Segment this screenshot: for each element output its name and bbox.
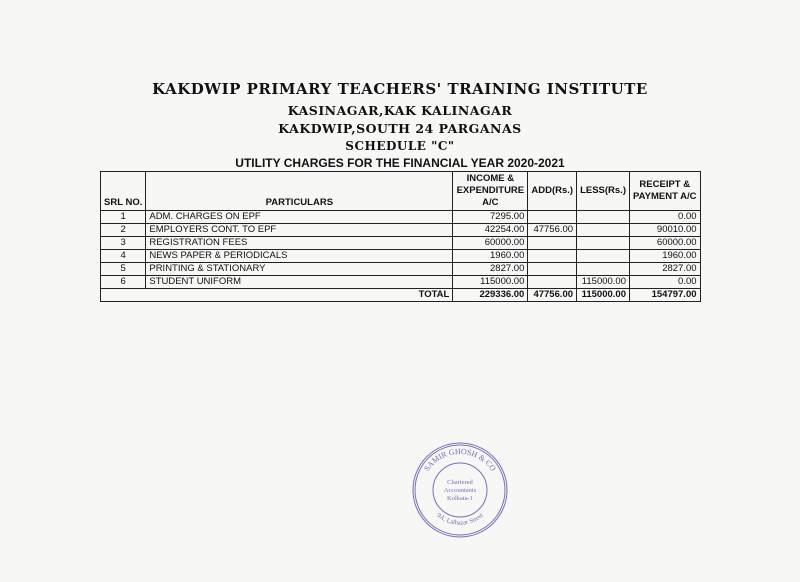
table-row bbox=[101, 263, 701, 276]
cell-receipt: 0.00 bbox=[630, 276, 701, 289]
cell-srl: 6 bbox=[101, 276, 146, 289]
seal-inner-line-2: Accountants bbox=[443, 487, 477, 494]
cell-add: 47756.00 bbox=[528, 224, 577, 237]
table-row bbox=[101, 224, 701, 237]
seal-bottom-text: 9A, Lalbazar Street bbox=[435, 511, 485, 527]
cell-add bbox=[528, 276, 577, 289]
cell-particulars: PRINTING & STATIONARY bbox=[146, 263, 453, 276]
cell-srl: 1 bbox=[101, 211, 146, 224]
cell-less bbox=[577, 237, 630, 250]
table-row bbox=[101, 276, 701, 289]
cell-receipt: 2827.00 bbox=[630, 263, 701, 276]
cell-receipt: 90010.00 bbox=[630, 224, 701, 237]
cell-add bbox=[528, 250, 577, 263]
cell-income: 7295.00 bbox=[453, 211, 528, 224]
cell-srl: 3 bbox=[101, 237, 146, 250]
col-header-particulars: PARTICULARS bbox=[146, 172, 453, 211]
cell-receipt: 1960.00 bbox=[630, 250, 701, 263]
cell-less bbox=[577, 224, 630, 237]
cell-add bbox=[528, 237, 577, 250]
col-header-less: LESS(Rs.) bbox=[577, 172, 630, 211]
document-title: UTILITY CHARGES FOR THE FINANCIAL YEAR 2020-2021 bbox=[235, 156, 565, 170]
cell-particulars: REGISTRATION FEES bbox=[146, 237, 453, 250]
col-header-add: ADD(Rs.) bbox=[528, 172, 577, 211]
cell-add bbox=[528, 263, 577, 276]
col-header-income-line2: EXPENDITURE bbox=[456, 185, 525, 196]
col-header-receipt-line1: RECEIPT & bbox=[639, 179, 691, 190]
col-header-income bbox=[453, 172, 528, 211]
auditor-seal-stamp bbox=[410, 440, 510, 540]
col-header-srl: SRL NO. bbox=[101, 172, 146, 211]
cell-add bbox=[528, 211, 577, 224]
cell-income: 60000.00 bbox=[453, 237, 528, 250]
cell-srl: 4 bbox=[101, 250, 146, 263]
col-header-income-line1: INCOME & bbox=[466, 173, 515, 184]
cell-srl: 2 bbox=[101, 224, 146, 237]
cell-less bbox=[577, 263, 630, 276]
cell-particulars: EMPLOYERS CONT. TO EPF bbox=[146, 224, 453, 237]
total-row bbox=[101, 289, 701, 302]
table-row bbox=[101, 237, 701, 250]
institute-name: KAKDWIP PRIMARY TEACHERS' TRAINING INSTITUTE bbox=[152, 80, 648, 98]
cell-particulars: STUDENT UNIFORM bbox=[146, 276, 453, 289]
table-header-row bbox=[101, 172, 701, 211]
cell-particulars: ADM. CHARGES ON EPF bbox=[146, 211, 453, 224]
cell-income: 42254.00 bbox=[453, 224, 528, 237]
total-income: 229336.00 bbox=[453, 289, 528, 302]
total-less: 115000.00 bbox=[577, 289, 630, 302]
col-header-receipt-line2: PAYMENT A/C bbox=[633, 191, 697, 202]
table-row bbox=[101, 250, 701, 263]
seal-inner-line-3: Kolkata-1 bbox=[447, 495, 473, 502]
cell-less: 115000.00 bbox=[577, 276, 630, 289]
cell-receipt: 60000.00 bbox=[630, 237, 701, 250]
cell-income: 1960.00 bbox=[453, 250, 528, 263]
cell-particulars: NEWS PAPER & PERIODICALS bbox=[146, 250, 453, 263]
address-line-1: KASINAGAR,KAK KALINAGAR bbox=[287, 103, 513, 118]
cell-srl: 5 bbox=[101, 263, 146, 276]
total-label: TOTAL bbox=[101, 289, 453, 302]
cell-income: 2827.00 bbox=[453, 263, 528, 276]
total-add: 47756.00 bbox=[528, 289, 577, 302]
col-header-income-line3: A/C bbox=[482, 197, 499, 208]
cell-income: 115000.00 bbox=[453, 276, 528, 289]
utility-charges-table bbox=[100, 171, 701, 302]
cell-less bbox=[577, 250, 630, 263]
total-receipt: 154797.00 bbox=[630, 289, 701, 302]
seal-outer-text: SAMIR GHOSH & CO bbox=[422, 446, 498, 473]
table-row bbox=[101, 211, 701, 224]
cell-receipt: 0.00 bbox=[630, 211, 701, 224]
address-line-2: KAKDWIP,SOUTH 24 PARGANAS bbox=[278, 121, 522, 136]
col-header-receipt bbox=[630, 172, 701, 211]
schedule-label: SCHEDULE "C" bbox=[345, 139, 455, 153]
cell-less bbox=[577, 211, 630, 224]
seal-inner-line-1: Chartered bbox=[447, 479, 473, 486]
